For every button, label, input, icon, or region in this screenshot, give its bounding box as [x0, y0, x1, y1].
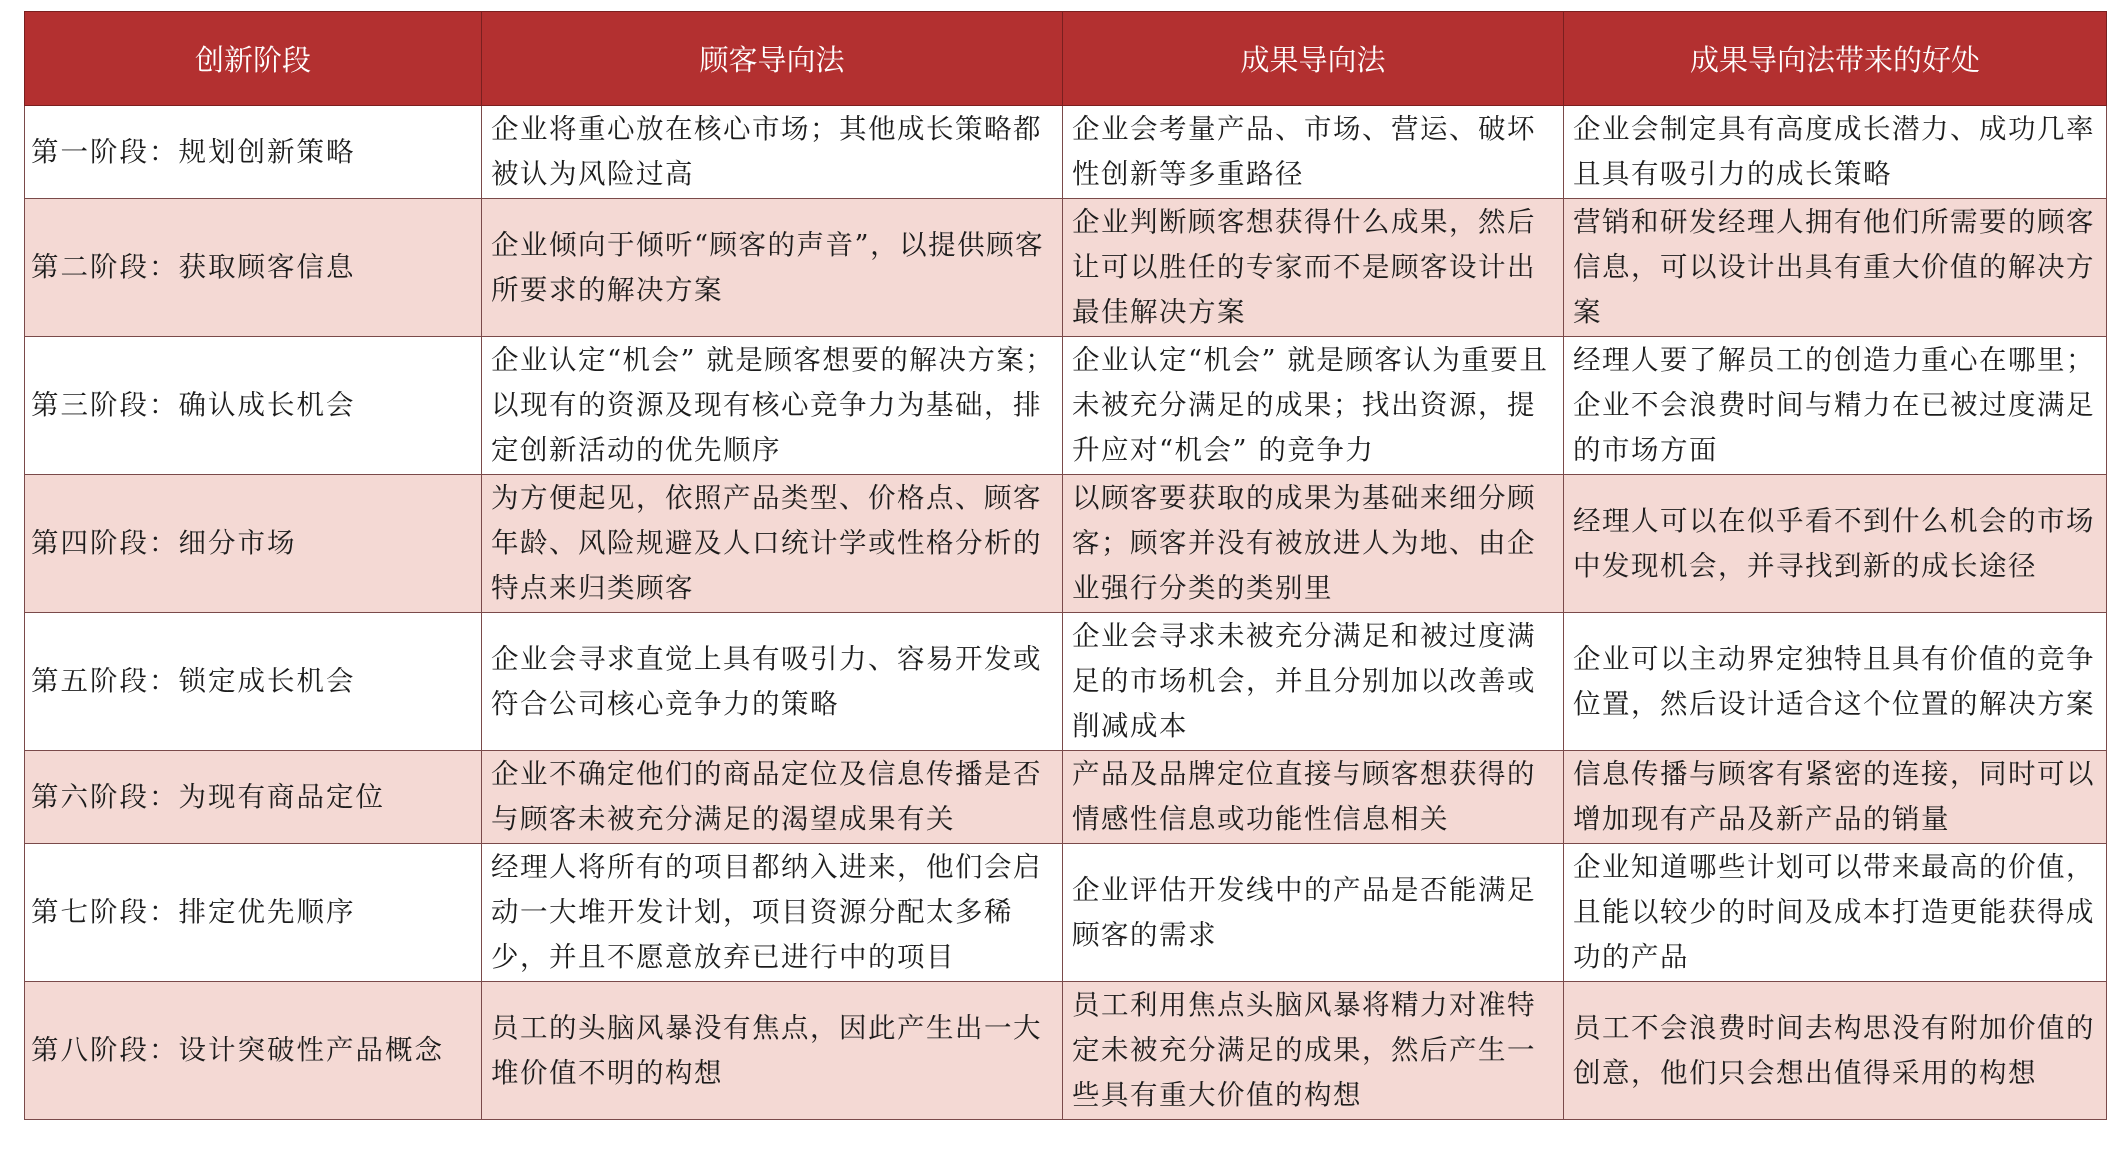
table-row: [25, 337, 2107, 475]
outcome-approach-cell: 企业认定“机会” 就是顾客认为重要且未被充分满足的成果；找出资源，提升应对“机会” 的竞争力: [1063, 337, 1564, 475]
stage-cell: 第一阶段：规划创新策略: [25, 106, 482, 199]
table-row: [25, 475, 2107, 613]
header-customer-approach: 顾客导向法: [482, 12, 1063, 106]
stage-cell: 第七阶段：排定优先顺序: [25, 844, 482, 982]
header-outcome-approach: 成果导向法: [1063, 12, 1564, 106]
stage-cell: 第五阶段：锁定成长机会: [25, 613, 482, 751]
stage-cell: 第二阶段：获取顾客信息: [25, 199, 482, 337]
benefit-cell: 经理人要了解员工的创造力重心在哪里；企业不会浪费时间与精力在已被过度满足的市场方面: [1564, 337, 2107, 475]
outcome-approach-cell: 企业会考量产品、市场、营运、破坏性创新等多重路径: [1063, 106, 1564, 199]
customer-approach-cell: 为方便起见，依照产品类型、价格点、顾客年龄、风险规避及人口统计学或性格分析的特点来归类顾客: [482, 475, 1063, 613]
outcome-approach-cell: 企业判断顾客想获得什么成果，然后让可以胜任的专家而不是顾客设计出最佳解决方案: [1063, 199, 1564, 337]
table-row: [25, 613, 2107, 751]
benefit-cell: 营销和研发经理人拥有他们所需要的顾客信息，可以设计出具有重大价值的解决方案: [1564, 199, 2107, 337]
customer-approach-cell: 经理人将所有的项目都纳入进来，他们会启动一大堆开发计划，项目资源分配太多稀少，并且不愿意放弃已进行中的项目: [482, 844, 1063, 982]
customer-approach-cell: 企业会寻求直觉上具有吸引力、容易开发或符合公司核心竞争力的策略: [482, 613, 1063, 751]
benefit-cell: 企业会制定具有高度成长潜力、成功几率且具有吸引力的成长策略: [1564, 106, 2107, 199]
customer-approach-cell: 企业不确定他们的商品定位及信息传播是否与顾客未被充分满足的渴望成果有关: [482, 751, 1063, 844]
table-row: [25, 106, 2107, 199]
customer-approach-cell: 企业认定“机会” 就是顾客想要的解决方案；以现有的资源及现有核心竞争力为基础，排定创新活动的优先顺序: [482, 337, 1063, 475]
outcome-approach-cell: 企业会寻求未被充分满足和被过度满足的市场机会，并且分别加以改善或削减成本: [1063, 613, 1564, 751]
table-row: [25, 982, 2107, 1120]
stage-cell: 第八阶段：设计突破性产品概念: [25, 982, 482, 1120]
customer-approach-cell: 企业将重心放在核心市场；其他成长策略都被认为风险过高: [482, 106, 1063, 199]
outcome-approach-cell: 产品及品牌定位直接与顾客想获得的情感性信息或功能性信息相关: [1063, 751, 1564, 844]
benefit-cell: 经理人可以在似乎看不到什么机会的市场中发现机会，并寻找到新的成长途径: [1564, 475, 2107, 613]
benefit-cell: 员工不会浪费时间去构思没有附加价值的创意，他们只会想出值得采用的构想: [1564, 982, 2107, 1120]
table-header-row: [25, 12, 2107, 106]
header-stage: 创新阶段: [25, 12, 482, 106]
header-outcome-benefits: 成果导向法带来的好处: [1564, 12, 2107, 106]
table-row: [25, 844, 2107, 982]
customer-approach-cell: 员工的头脑风暴没有焦点，因此产生出一大堆价值不明的构想: [482, 982, 1063, 1120]
benefit-cell: 企业可以主动界定独特且具有价值的竞争位置，然后设计适合这个位置的解决方案: [1564, 613, 2107, 751]
outcome-approach-cell: 企业评估开发线中的产品是否能满足顾客的需求: [1063, 844, 1564, 982]
benefit-cell: 信息传播与顾客有紧密的连接，同时可以增加现有产品及新产品的销量: [1564, 751, 2107, 844]
stage-cell: 第四阶段：细分市场: [25, 475, 482, 613]
comparison-table-container: [24, 11, 2106, 1120]
outcome-approach-cell: 员工利用焦点头脑风暴将精力对准特定未被充分满足的成果，然后产生一些具有重大价值的构想: [1063, 982, 1564, 1120]
benefit-cell: 企业知道哪些计划可以带来最高的价值，且能以较少的时间及成本打造更能获得成功的产品: [1564, 844, 2107, 982]
stage-cell: 第六阶段：为现有商品定位: [25, 751, 482, 844]
table-row: [25, 751, 2107, 844]
table-row: [25, 199, 2107, 337]
stage-cell: 第三阶段：确认成长机会: [25, 337, 482, 475]
innovation-stages-table: [24, 11, 2107, 1120]
customer-approach-cell: 企业倾向于倾听“顾客的声音”，以提供顾客所要求的解决方案: [482, 199, 1063, 337]
outcome-approach-cell: 以顾客要获取的成果为基础来细分顾客；顾客并没有被放进人为地、由企业强行分类的类别里: [1063, 475, 1564, 613]
